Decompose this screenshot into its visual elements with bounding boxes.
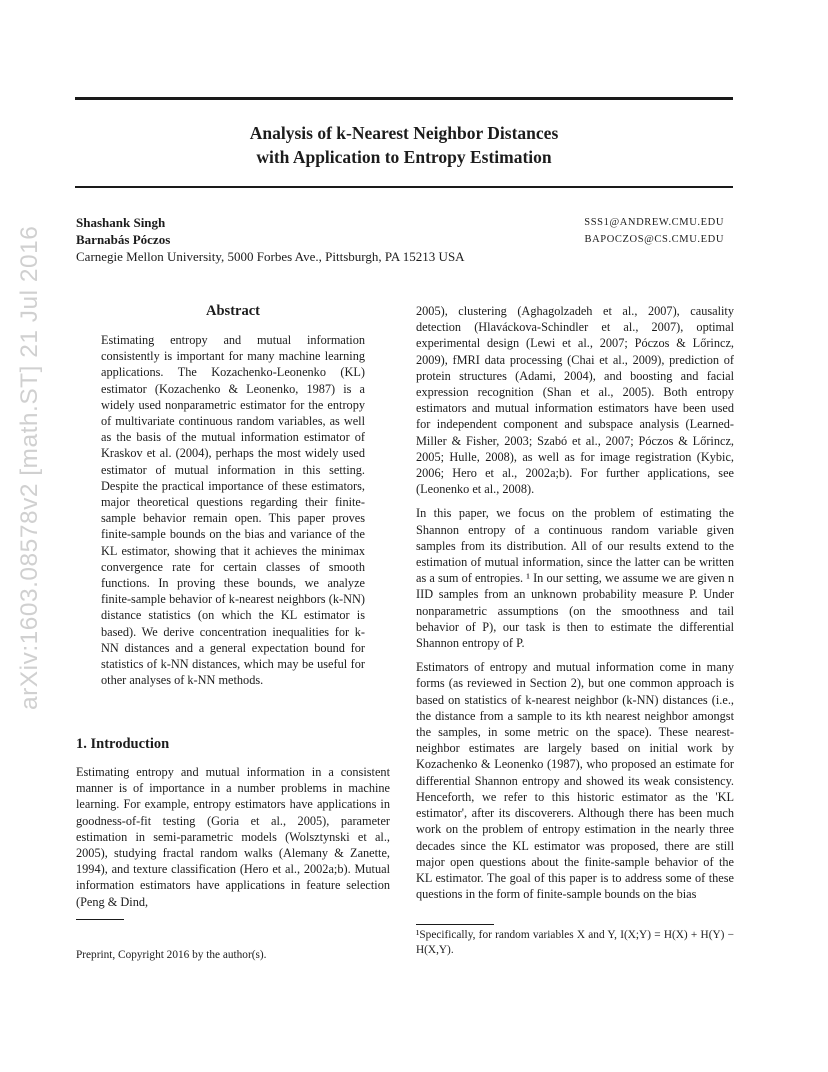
abstract-text: Estimating entropy and mutual information consistently is important for many machine learning applications. The Kozachenko-Leonenko (KL) estimator (Kozachenko & Leonenko, 1987) is a widely used nonparametric estimator for the entropy of multivariate continuous random variables, as well as the basis of the mutual information estimator of Kraskov et al. (2004), perhaps the most widely used estimator of mutual information in this setting. Despite the practical importance of these estimators, major theoretical questions regarding their finite-sample behavior remain open. This paper proves finite-sample bounds on the bias and variance of the KL estimator, showing that it achieves the minimax convergence rate for certain classes of smooth functions. In proving these bounds, we analyze finite-sample behavior of k-nearest neighbors (k-NN) distance statistics (on which the KL estimator is based). We derive concentration inequalities for k-NN distances and a general expectation bound for statistics of k-NN distances, which may be useful for other analyses of k-NN methods. [101, 333, 365, 688]
affiliation: Carnegie Mellon University, 5000 Forbes Ave., Pittsburgh, PA 15213 USA [76, 249, 465, 264]
right-column [416, 303, 734, 902]
title-line-2: with Application to Entropy Estimation [256, 147, 552, 167]
right-footnote-rule [416, 924, 494, 925]
author-name-1: Shashank Singh [76, 215, 166, 230]
left-footnote-rule [76, 919, 124, 920]
right-paragraph-1: 2005), clustering (Aghagolzadeh et al., 2007), causality detection (Hlaváckova-Schindler et al., 2007), optimal experimental design (Lewi et al., 2007; Póczos & Lőrincz, 2009), fMRI data processing (Chai et al., 2009), prediction of protein structures (Adami, 2004), and boosting and facial expression recognition (Shan et al., 2005). Both entropy estimators and mutual information estimators have been used for independent component and subspace analysis (Learned-Miller & Fisher, 2003; Szabó et al., 2007; Póczos & Lőrincz, 2005; Hulle, 2008), as well as for image registration (Kybic, 2006; Hero et al., 2002a;b). For further applications, see (Leonenko et al., 2008). [416, 304, 734, 497]
right-paragraph-2: In this paper, we focus on the problem of estimating the Shannon entropy of a continuous random variable given samples from its distribution. All of our results extend to the estimation of mutual information, since the latter can be written as a sum of entropies. ¹ In our setting, we assume we are given n IID samples from an unknown probability measure P. Under nonparametric assumptions (on the smoothness and tail behavior of P), our task is then to estimate the differential Shannon entropy of P. [416, 506, 734, 651]
right-paragraph-3: Estimators of entropy and mutual information come in many forms (as reviewed in Section 2), but one common approach is based on statistics of k-nearest neighbor (k-NN) distances (i.e., the distance from a sample to its kth nearest neighbor amongst the samples, in some metric on the space). These nearest-neighbor estimates are largely based on initial work by Kozachenko & Leonenko (1987), who proposed an estimate for differential Shannon entropy and showed its weak consistency. Henceforth, we refer to this historic estimator as the 'KL estimator', after its discoverers. Although there has been much work on the problem of entropy estimation in the nearly three decades since the KL estimator was proposed, there are still major open questions about the finite-sample behavior of the KL estimator. The goal of this paper is to address some of these questions in the form of finite-sample bounds on the bias [416, 660, 734, 902]
top-rule [75, 97, 733, 100]
title-line-1: Analysis of k-Nearest Neighbor Distances [249, 123, 559, 143]
title-bottom-rule [75, 186, 733, 188]
author-name-2: Barnabás Póczos [76, 232, 171, 247]
paper-title [75, 121, 733, 169]
introduction-paragraph-1: Estimating entropy and mutual information in a consistent manner is of importance in a number problems in machine learning. For example, entropy estimators have applications in goodness-of-fit testing (Goria et al., 2005), parameter estimation in semi-parametric models (Wolsztynski et al., 2005), studying fractal random walks (Alemany & Zanette, 1994), and texture classification (Hero et al., 2002a;b). Mutual information estimators have applications in feature selection (Peng & Dind, [76, 765, 390, 909]
abstract-heading: Abstract [206, 303, 260, 319]
introduction-heading: 1. Introduction [76, 736, 170, 752]
author-email-2: BAPOCZOS@CS.CMU.EDU [584, 234, 724, 245]
arxiv-watermark: arXiv:1603.08578v2 [math.ST] 21 Jul 2016 [16, 225, 43, 710]
footnote-1: ¹Specifically, for random variables X and Y, I(X;Y) = H(X) + H(Y) − H(X,Y). [416, 929, 734, 956]
author-email-1: SSS1@ANDREW.CMU.EDU [584, 217, 724, 228]
preprint-notice: Preprint, Copyright 2016 by the author(s). [76, 949, 267, 961]
